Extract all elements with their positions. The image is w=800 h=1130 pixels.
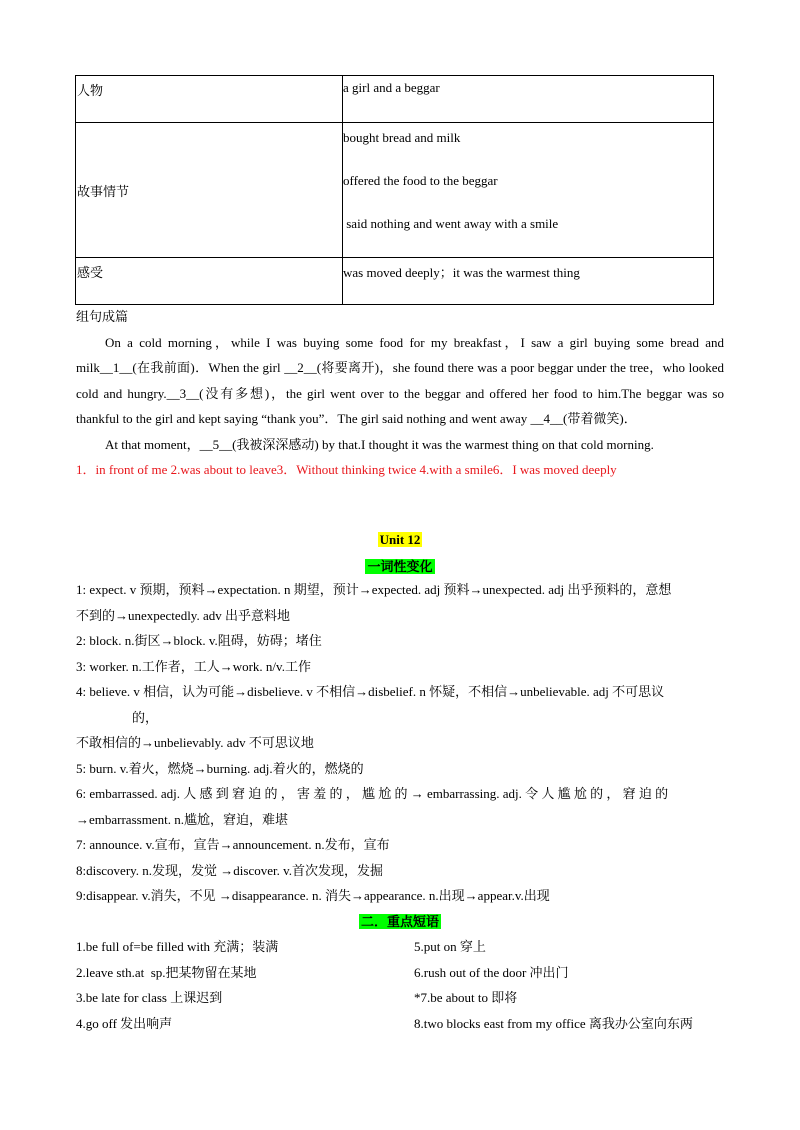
plot-item: bought bread and milk (343, 130, 461, 145)
row-value-feeling: was moved deeply；it was the warmest thing (343, 265, 580, 280)
word-forms-list (76, 577, 724, 909)
table-row (76, 258, 714, 305)
row-label-plot: 故事情节 (77, 183, 130, 199)
section-heading-wrap (0, 556, 800, 575)
composition-answers: 1．in front of me 2.was about to leave3．Without thinking twice 4.with a smile6．I was moved deeply (76, 462, 617, 477)
section-heading-word-forms: 一词性变化 (367, 559, 433, 574)
list-item: 2: block. n.街区→block. v.阻碍，妨碍；堵住 (76, 633, 322, 648)
list-item: 1.be full of=be filled with 充满；装满 (76, 939, 279, 954)
list-item: →embarrassment. n.尴尬，窘迫，难堪 (76, 811, 288, 827)
composition-heading: 组句成篇 (76, 309, 129, 324)
section-heading-phrases: 二．重点短语 (360, 914, 439, 929)
section-heading-wrap (0, 911, 800, 930)
list-item: 3.be late for class 上课迟到 (76, 990, 223, 1005)
plot-item: offered the food to the beggar (343, 173, 498, 188)
list-item: 5.put on 穿上 (414, 939, 486, 954)
list-item: 8.two blocks east from my office 离我办公室向东两 (414, 1015, 693, 1031)
list-item: *7.be about to 即将 (414, 990, 518, 1005)
list-item: 8:discovery. n.发现，发觉 →discover. v.首次发现，发掘 (76, 862, 384, 878)
list-item: 的， (132, 709, 159, 725)
list-item: 不到的→unexpectedly. adv 出乎意料地 (76, 607, 290, 623)
list-item: 1: expect. v 预期，预料→expectation. n 期望，预计→expected. adj 预料→unexpected. adj 出乎预料的，意想 (76, 582, 672, 597)
unit-title-wrap (0, 532, 800, 548)
list-item: 4.go off 发出响声 (76, 1015, 173, 1031)
table-row (76, 123, 714, 258)
list-item: 3: worker. n.工作者，工人→work. n/v.工作 (76, 658, 311, 674)
list-item: 9:disappear. v.消失，不见 →disappearance. n. 消失→appearance. n.出现→appear.v.出现 (76, 888, 550, 903)
list-item: 不敢相信的→unbelievably. adv 不可思议地 (76, 735, 314, 750)
list-item: 6.rush out of the door 冲出门 (414, 964, 569, 980)
list-item: 5: burn. v.着火，燃烧→burning. adj.着火的，燃烧的 (76, 760, 364, 776)
composition-paragraph-2: At that moment，__5__(我被深深感动) by that.I thought it was the warmest thing on that cold morning. (105, 436, 654, 452)
row-value-characters: a girl and a beggar (343, 80, 440, 95)
story-table (75, 75, 714, 305)
phrases-right-column (414, 934, 693, 1036)
list-item: 4: believe. v 相信，认为可能→disbelieve. v 不相信→disbelief. n 怀疑，不相信→unbelievable. adj 不可思议 (76, 684, 665, 699)
phrases-left-column (76, 934, 278, 1036)
row-label-feeling: 感受 (77, 265, 104, 280)
composition-paragraph-1: On a cold morning，while I was buying some food for my breakfast，I saw a girl buying some bread and milk__1__(在我前面)．When the girl __2__(将要离开)，she found there was a poor beggar under the tree，who looked cold and hungry.__3__(没有多想)，the girl went over to the beggar and offered her food to him.The beggar was so thankful to the girl and kept saying “thank you”．The girl said nothing and went away __4__(带着微笑)． (76, 334, 724, 426)
list-item: 2.leave sth.at sp.把某物留在某地 (76, 964, 257, 980)
table-row (76, 76, 714, 123)
plot-item: said nothing and went away with a smile (343, 216, 559, 231)
list-item: 6: embarrassed. adj. 人 感 到 窘 迫 的 ， 害 羞 的 ， 尴 尬 的 → embarrassing. adj. 令 人 尴 尬 的 ， 窘 迫 的 (76, 786, 669, 801)
unit-title: Unit 12 (379, 532, 421, 547)
list-item: 7: announce. v.宣布，宣告→announcement. n.发布，宣布 (76, 837, 390, 852)
row-label-characters: 人物 (77, 83, 104, 98)
composition-section (76, 304, 724, 483)
